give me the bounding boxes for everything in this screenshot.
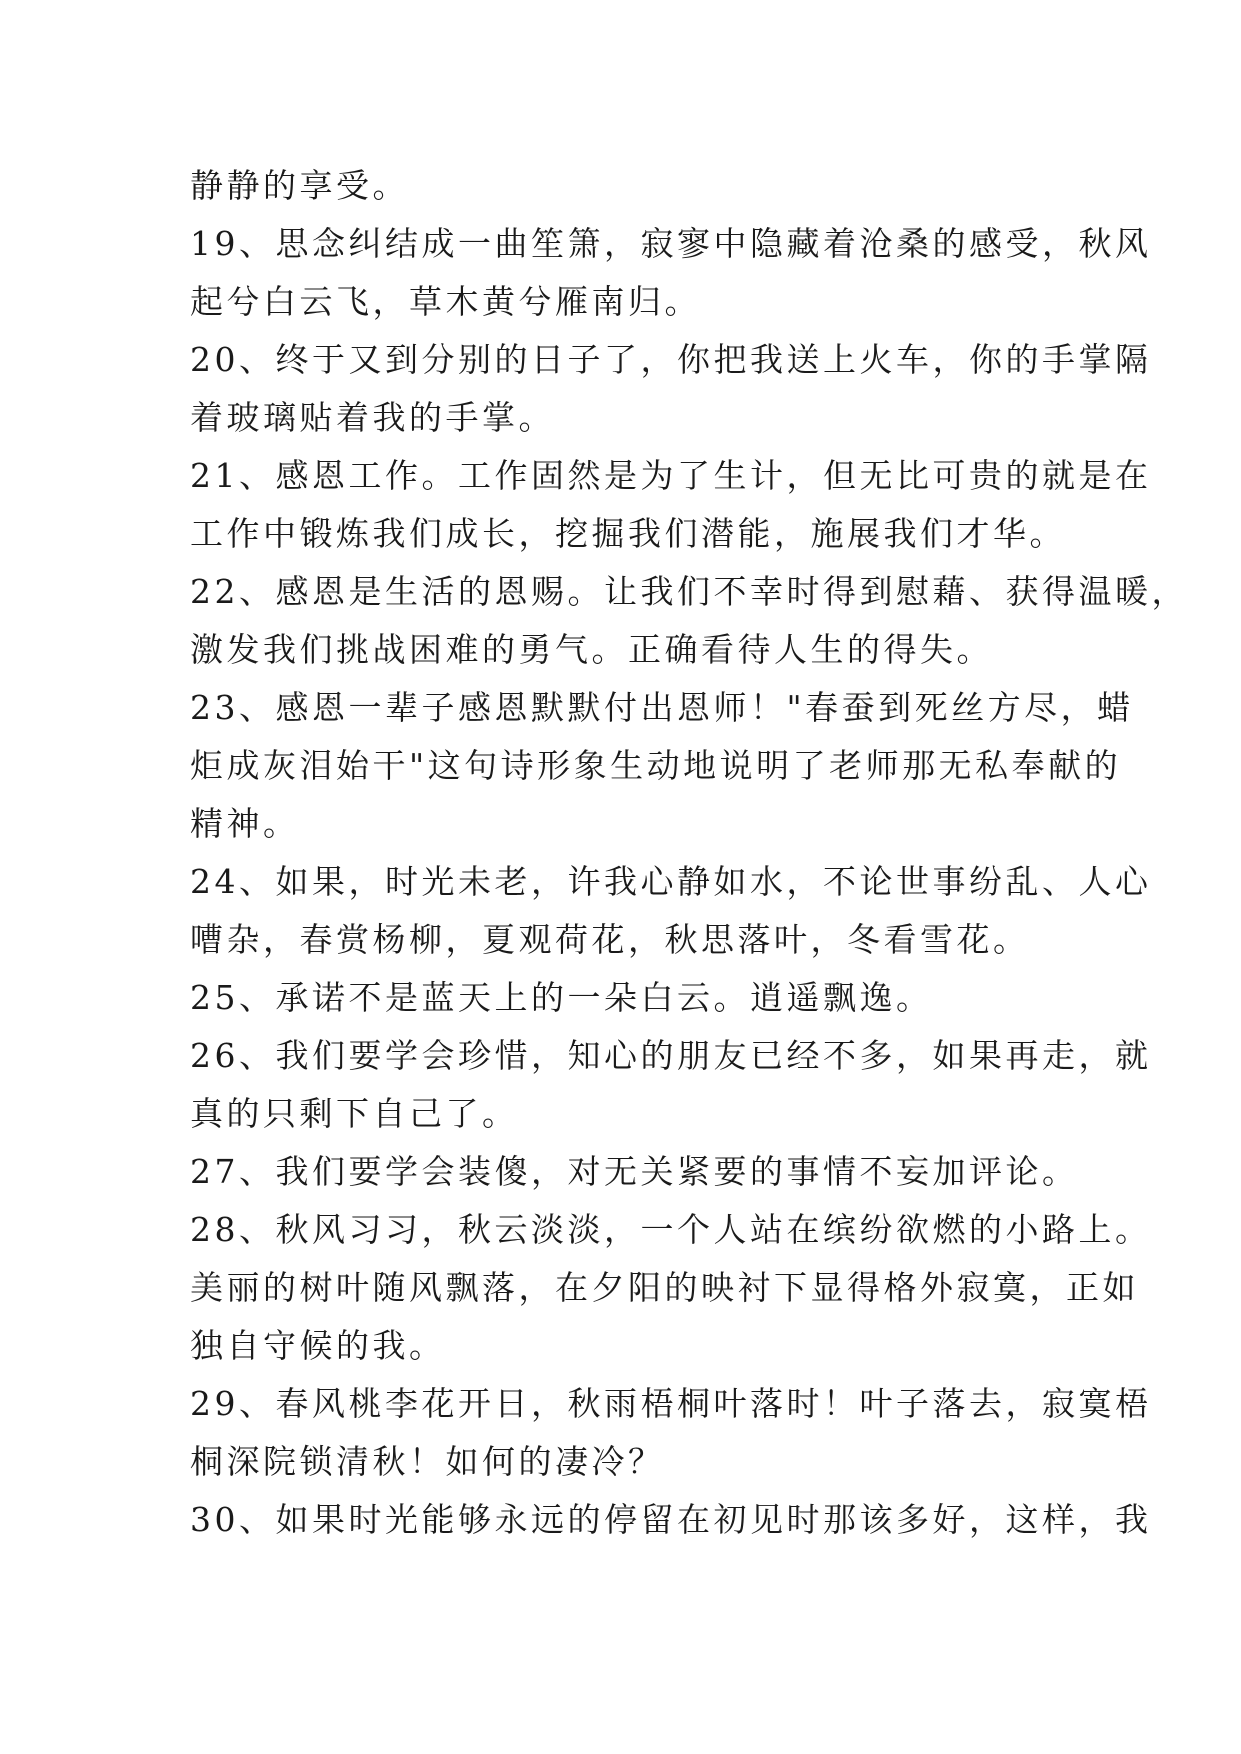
document-body	[190, 157, 1188, 1549]
text-line: 21、感恩工作。工作固然是为了生计，但无比可贵的就是在	[190, 456, 1152, 495]
text-line: 24、如果，时光未老，许我心静如水，不论世事纷乱、人心	[190, 862, 1152, 901]
text-line: 30、如果时光能够永远的停留在初见时那该多好，这样，我	[190, 1500, 1152, 1539]
text-line: 独自守候的我。	[190, 1326, 446, 1365]
text-line: 真的只剩下自己了。	[190, 1094, 519, 1133]
text-line: 工作中锻炼我们成长，挖掘我们潜能，施展我们才华。	[190, 514, 1066, 553]
text-line: 着玻璃贴着我的手掌。	[190, 398, 555, 437]
text-line: 起兮白云飞，草木黄兮雁南归。	[190, 282, 701, 321]
text-line: 23、感恩一辈子感恩默默付出恩师！"春蚕到死丝方尽，蜡	[190, 688, 1134, 727]
text-line: 25、承诺不是蓝天上的一朵白云。逍遥飘逸。	[190, 978, 933, 1017]
text-line: 26、我们要学会珍惜，知心的朋友已经不多，如果再走，就	[190, 1036, 1152, 1075]
text-line: 激发我们挑战困难的勇气。正确看待人生的得失。	[190, 630, 993, 669]
text-line: 精神。	[190, 804, 300, 843]
text-line: 20、终于又到分别的日子了，你把我送上火车，你的手掌隔	[190, 340, 1152, 379]
text-line: 桐深院锁清秋！如何的凄冷？	[190, 1442, 665, 1481]
text-line: 29、春风桃李花开日，秋雨梧桐叶落时！叶子落去，寂寞梧	[190, 1384, 1152, 1423]
text-line: 19、思念纠结成一曲笙箫，寂寥中隐藏着沧桑的感受，秋风	[190, 224, 1152, 263]
text-line: 22、感恩是生活的恩赐。让我们不幸时得到慰藉、获得温暖，	[190, 572, 1188, 611]
text-line: 27、我们要学会装傻，对无关紧要的事情不妄加评论。	[190, 1152, 1079, 1191]
text-line: 嘈杂，春赏杨柳，夏观荷花，秋思落叶，冬看雪花。	[190, 920, 1030, 959]
text-line: 静静的享受。	[190, 166, 409, 205]
text-line: 炬成灰泪始干"这句诗形象生动地说明了老师那无私奉献的	[190, 746, 1122, 785]
text-line: 28、秋风习习，秋云淡淡，一个人站在缤纷欲燃的小路上。	[190, 1210, 1152, 1249]
text-line: 美丽的树叶随风飘落，在夕阳的映衬下显得格外寂寞，正如	[190, 1268, 1139, 1307]
